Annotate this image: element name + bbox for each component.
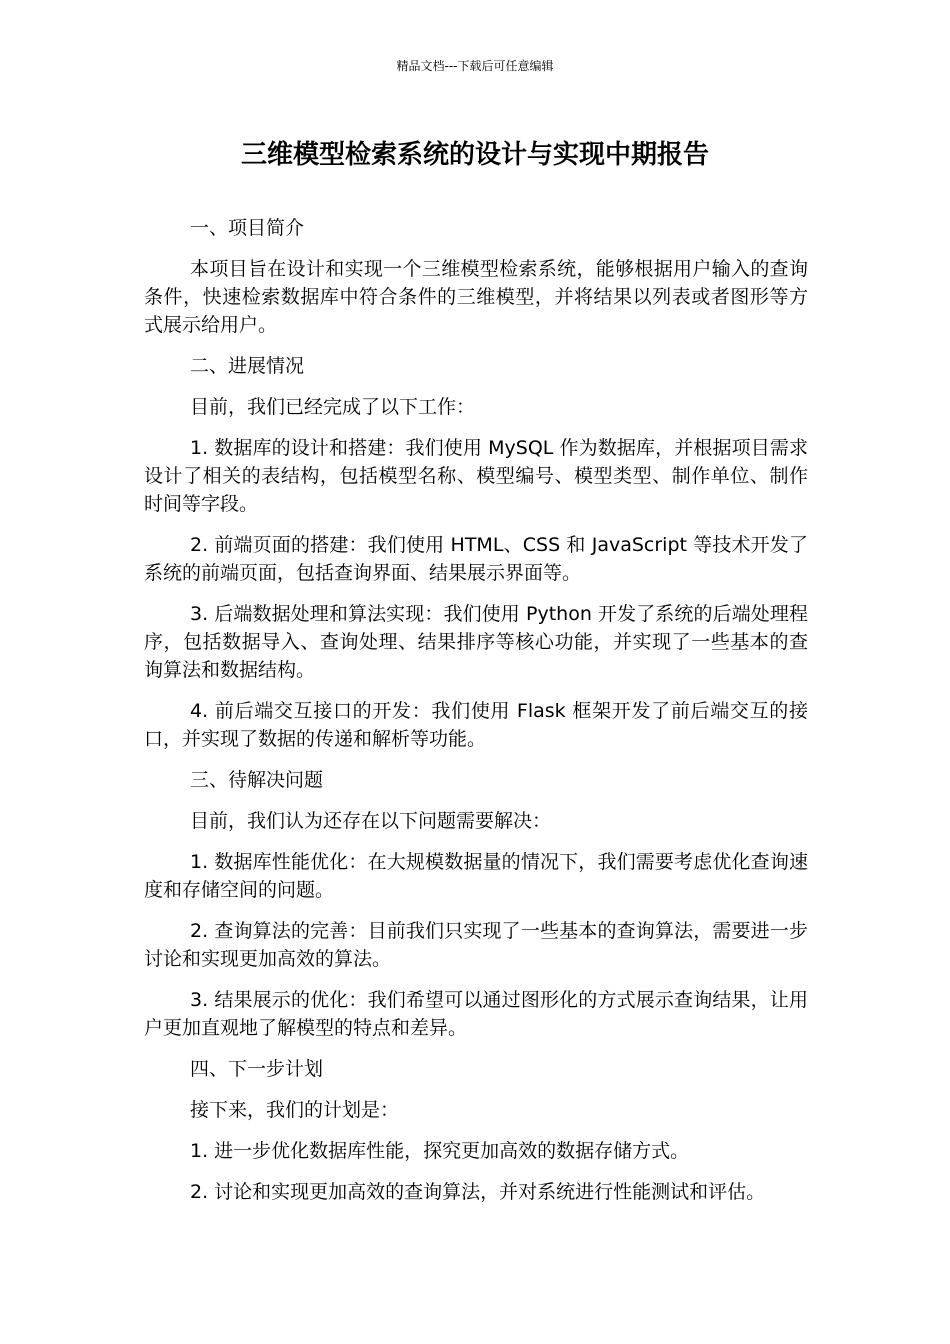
paragraph-progress-lead: 目前，我们已经完成了以下工作： bbox=[190, 396, 476, 418]
list-item-progress-1: 1. 数据库的设计和搭建：我们使用 MySQL 作为数据库，并根据项目需求设计了相关的表结构，包括模型名称、模型编号、模型类型、制作单位、制作时间等字段。 bbox=[144, 437, 808, 515]
list-item-plan-1: 1. 进一步优化数据库性能，探究更加高效的数据存储方式。 bbox=[190, 1140, 690, 1162]
paragraph-issues-lead: 目前，我们认为还存在以下问题需要解决： bbox=[190, 810, 552, 832]
list-item-progress-3: 3. 后端数据处理和算法实现：我们使用 Python 开发了系统的后端处理程序，包括数据导入、查询处理、结果排序等核心功能，并实现了一些基本的查询算法和数据结构。 bbox=[144, 603, 808, 681]
section-heading-progress: 二、进展情况 bbox=[190, 355, 305, 377]
list-item-issue-1: 1. 数据库性能优化：在大规模数据量的情况下，我们需要考虑优化查询速度和存储空间的问题。 bbox=[144, 851, 808, 901]
document-body bbox=[144, 214, 808, 1219]
list-item-plan-2: 2. 讨论和实现更加高效的查询算法，并对系统进行性能测试和评估。 bbox=[190, 1181, 766, 1203]
list-item-progress-4: 4. 前后端交互接口的开发：我们使用 Flask 框架开发了前后端交互的接口，并实现了数据的传递和解析等功能。 bbox=[144, 700, 808, 750]
document-title: 三维模型检索系统的设计与实现中期报告 bbox=[240, 140, 709, 170]
section-heading-intro: 一、项目简介 bbox=[190, 217, 305, 239]
list-item-issue-2: 2. 查询算法的完善：目前我们只实现了一些基本的查询算法，需要进一步讨论和实现更加高效的算法。 bbox=[144, 920, 808, 970]
paragraph-plan-lead: 接下来，我们的计划是： bbox=[190, 1099, 400, 1121]
section-heading-issues: 三、待解决问题 bbox=[190, 769, 324, 791]
paragraph-intro: 本项目旨在设计和实现一个三维模型检索系统，能够根据用户输入的查询条件，快速检索数据库中符合条件的三维模型，并将结果以列表或者图形等方式展示给用户。 bbox=[144, 258, 808, 336]
header-note: 精品文档---下载后可任意编辑 bbox=[396, 59, 554, 73]
list-item-issue-3: 3. 结果展示的优化：我们希望可以通过图形化的方式展示查询结果，让用户更加直观地了解模型的特点和差异。 bbox=[144, 989, 808, 1039]
section-heading-plan: 四、下一步计划 bbox=[190, 1058, 324, 1080]
list-item-progress-2: 2. 前端页面的搭建：我们使用 HTML、CSS 和 JavaScript 等技术开发了系统的前端页面，包括查询界面、结果展示界面等。 bbox=[144, 534, 808, 584]
